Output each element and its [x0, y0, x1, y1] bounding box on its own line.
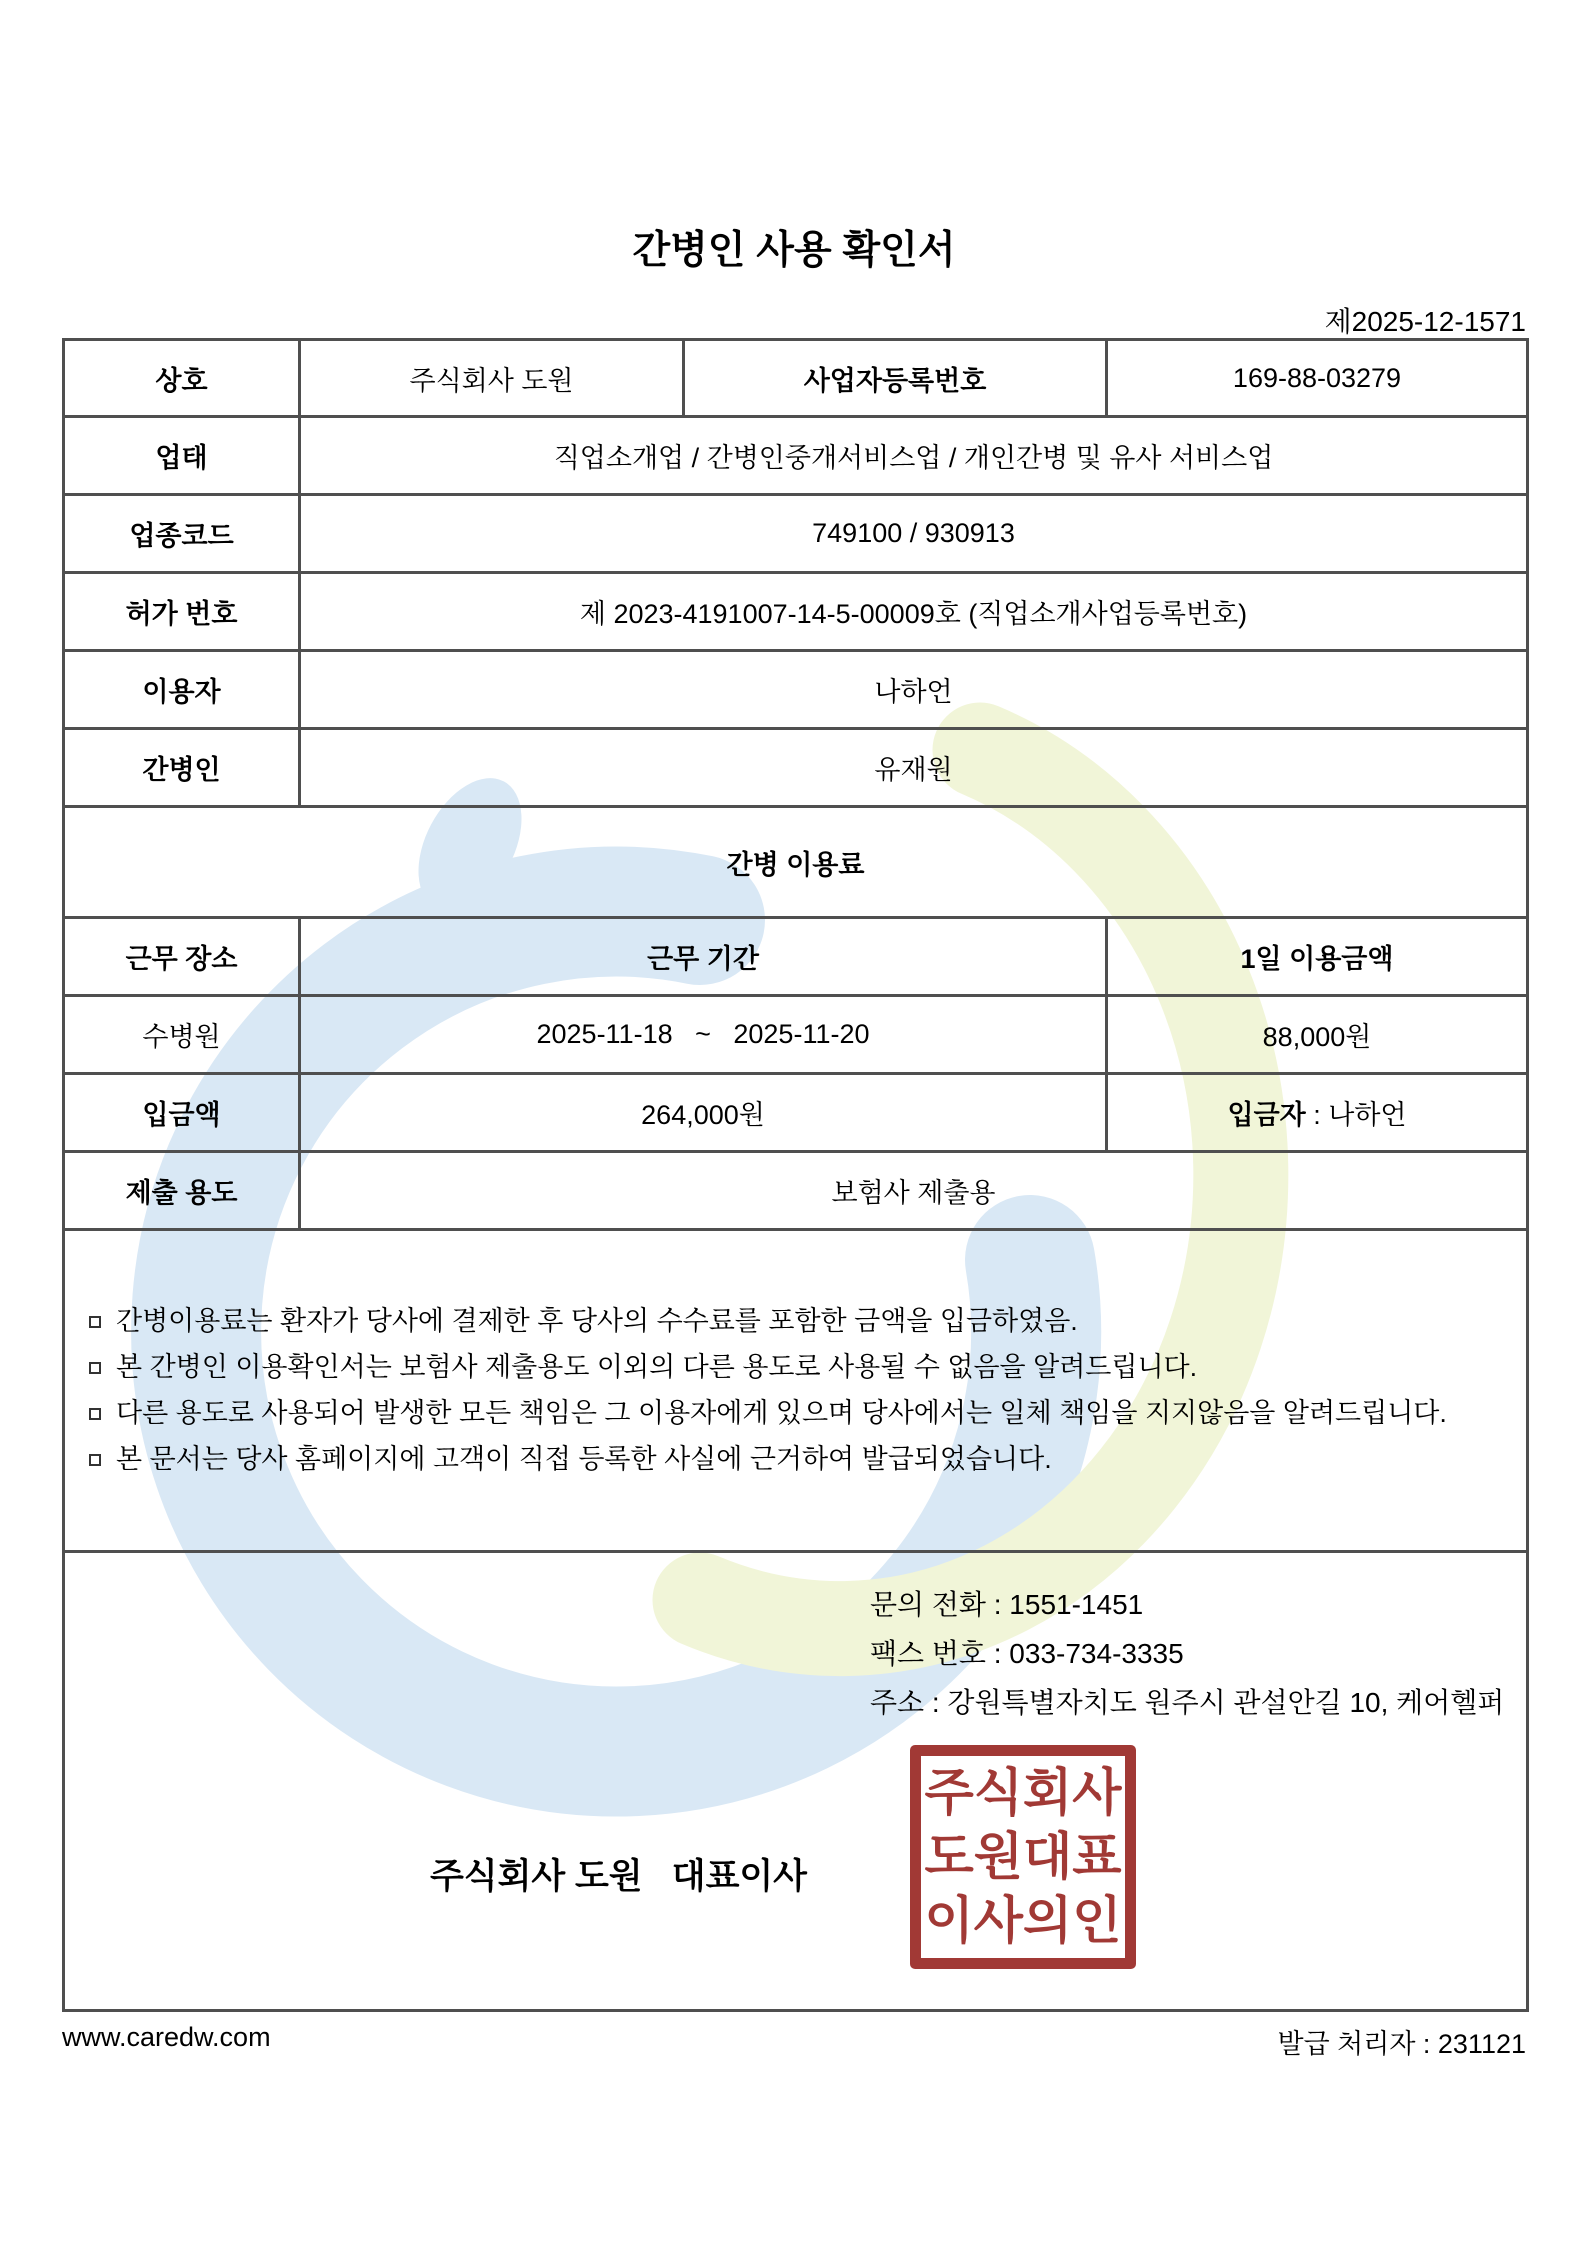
row-user	[64, 651, 1528, 729]
header-work-period: 근무 기간	[300, 918, 1107, 996]
depositor-name: : 나하언	[1305, 1100, 1407, 1130]
note-item	[89, 1443, 1526, 1476]
value-submission-purpose: 보험사 제출용	[300, 1152, 1528, 1230]
row-notes	[64, 1230, 1528, 1552]
contact-address: 주소 : 강원특별자치도 원주시 관설안길 10, 케어헬퍼	[870, 1687, 1505, 1718]
square-bullet-icon	[89, 1408, 101, 1420]
value-license-number: 제 2023-4191007-14-5-00009호 (직업소개사업등록번호)	[300, 573, 1528, 651]
document-table	[62, 338, 1529, 2012]
header-work-place: 근무 장소	[64, 918, 300, 996]
note-text: 본 간병인 이용확인서는 보험사 제출용도 이외의 다른 용도로 사용될 수 없음을 알려드립니다.	[116, 1352, 1198, 1382]
row-deposit	[64, 1074, 1528, 1152]
value-work-place: 수병원	[64, 996, 300, 1074]
label-business-type: 업태	[64, 417, 300, 495]
stamp-line: 주식회사	[924, 1764, 1122, 1821]
value-business-type: 직업소개업 / 간병인중개서비스업 / 개인간병 및 유사 서비스업	[300, 417, 1528, 495]
document-number: 제2025-12-1571	[1324, 306, 1526, 337]
value-work-period: 2025-11-18 ~ 2025-11-20	[300, 996, 1107, 1074]
website-url: www.caredw.com	[62, 2022, 271, 2052]
row-work-record	[64, 996, 1528, 1074]
row-company	[64, 340, 1528, 417]
note-item	[89, 1305, 1526, 1338]
value-company: 주식회사 도원	[300, 340, 684, 417]
label-business-reg-no: 사업자등록번호	[684, 340, 1107, 417]
label-submission-purpose: 제출 용도	[64, 1152, 300, 1230]
fee-section-title: 간병 이용료	[64, 807, 1528, 918]
issuer-id: 발급 처리자 : 231121	[1277, 2029, 1526, 2059]
square-bullet-icon	[89, 1316, 101, 1328]
value-depositor	[1107, 1074, 1528, 1152]
row-caregiver	[64, 729, 1528, 807]
label-license-number: 허가 번호	[64, 573, 300, 651]
note-text: 다른 용도로 사용되어 발생한 모든 책임은 그 이용자에게 있으며 당사에서는 일체 책임을 지지않음을 알려드립니다.	[116, 1398, 1447, 1428]
row-fee-headers	[64, 918, 1528, 996]
note-text: 간병이용료는 환자가 당사에 결제한 후 당사의 수수료를 포함한 금액을 입금하였음.	[116, 1306, 1078, 1336]
row-business-type	[64, 417, 1528, 495]
corporate-seal-stamp	[910, 1745, 1136, 1969]
square-bullet-icon	[89, 1454, 101, 1466]
depositor-label: 입금자	[1227, 1100, 1306, 1130]
stamp-line: 이사의인	[924, 1892, 1122, 1949]
value-user: 나하언	[300, 651, 1528, 729]
label-caregiver: 간병인	[64, 729, 300, 807]
note-text: 본 문서는 당사 홈페이지에 고객이 직접 등록한 사실에 근거하여 발급되었습니다.	[116, 1444, 1052, 1474]
value-caregiver: 유재원	[300, 729, 1528, 807]
notes-list	[65, 1233, 1526, 1549]
value-daily-fee: 88,000원	[1107, 996, 1528, 1074]
value-business-code: 749100 / 930913	[300, 495, 1528, 573]
company-signature-text: 주식회사 도원 대표이사	[430, 1857, 807, 1896]
header-daily-fee: 1일 이용금액	[1107, 918, 1528, 996]
square-bullet-icon	[89, 1362, 101, 1374]
page-title: 간병인 사용 확인서	[632, 229, 956, 272]
row-business-code	[64, 495, 1528, 573]
row-fee-section-title	[64, 807, 1528, 918]
label-company: 상호	[64, 340, 300, 417]
notes-cell	[64, 1230, 1528, 1552]
row-purpose	[64, 1152, 1528, 1230]
label-business-code: 업종코드	[64, 495, 300, 573]
value-business-reg-no: 169-88-03279	[1107, 340, 1528, 417]
label-deposit-amount: 입금액	[64, 1074, 300, 1152]
note-item	[89, 1397, 1526, 1430]
contact-phone: 문의 전화 : 1551-1451	[870, 1589, 1144, 1620]
contact-block	[870, 1580, 1504, 1727]
contact-fax: 팩스 번호 : 033-734-3335	[870, 1638, 1184, 1669]
label-user: 이용자	[64, 651, 300, 729]
value-deposit-amount: 264,000원	[300, 1074, 1107, 1152]
row-contact-signature	[64, 1552, 1528, 2011]
row-license-number	[64, 573, 1528, 651]
note-item	[89, 1351, 1526, 1384]
stamp-line: 도원대표	[924, 1828, 1122, 1885]
contact-signature-cell	[64, 1552, 1528, 2011]
